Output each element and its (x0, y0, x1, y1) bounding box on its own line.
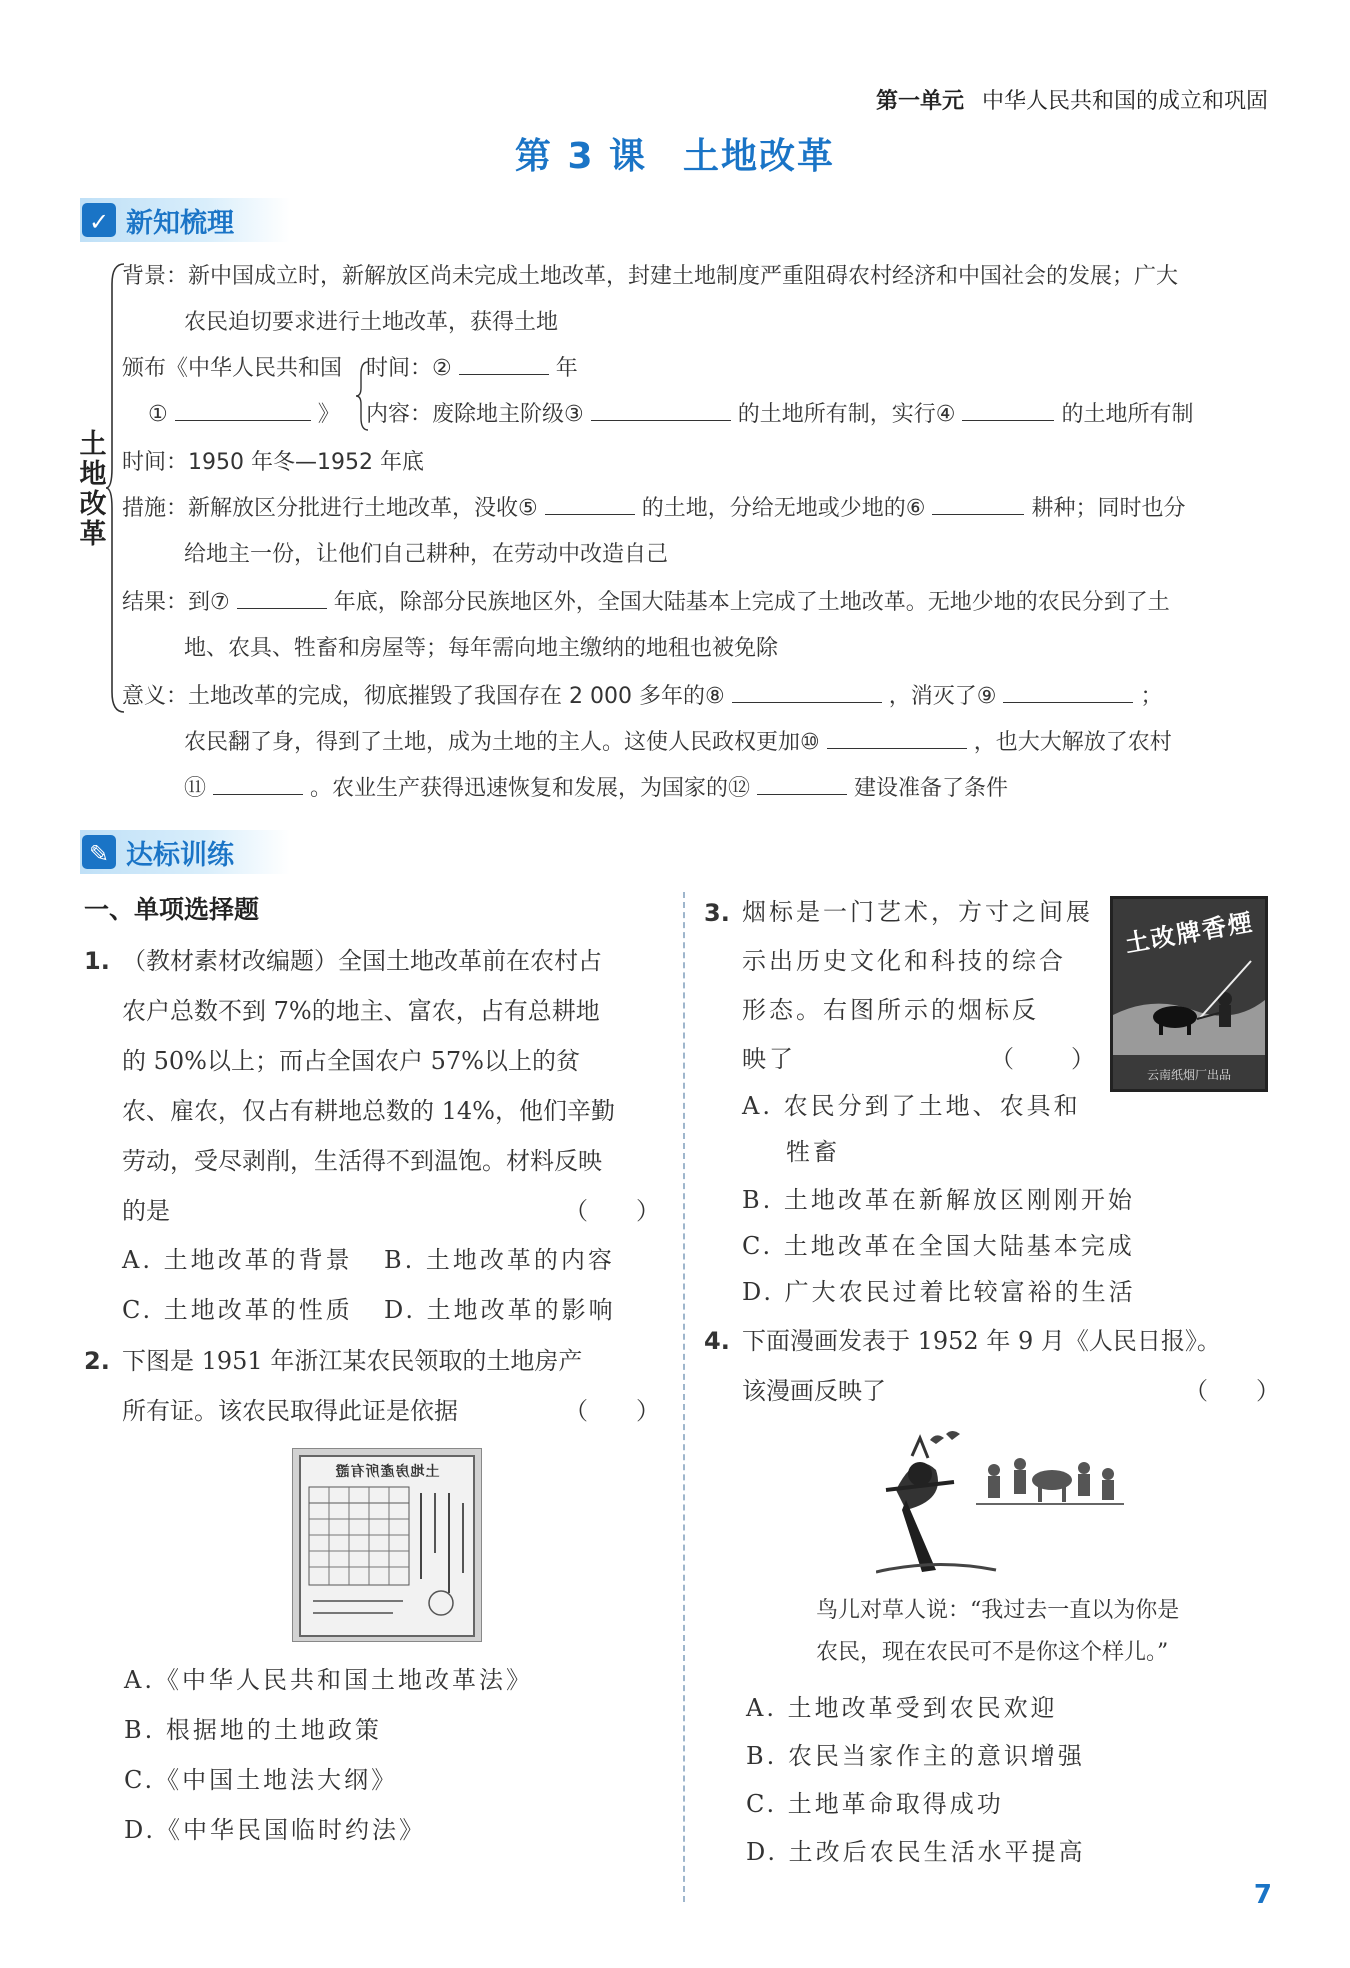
kn-result-row (122, 580, 1170, 626)
part-heading: 一、单项选择题 (84, 895, 260, 924)
question-1 (84, 936, 660, 1236)
kn-measure-1b: 的土地，分给无地或少地的⑥ (641, 496, 926, 521)
certificate-grid-icon (303, 1483, 475, 1633)
blank-1[interactable] (175, 398, 311, 421)
blank-2[interactable] (459, 352, 549, 375)
q1-line: 劳动，受尽剥削，生活得不到温饱。材料反映 (122, 1147, 602, 1175)
kn-meaning-row1 (122, 674, 1162, 720)
q1-answer-paren[interactable]: （ ） (564, 1197, 660, 1225)
kn-law-content: 内容：废除地主阶级③ (366, 402, 584, 427)
caption-line-2: 农民，现在农民可不是你这个样儿。” (816, 1640, 1169, 1665)
kn-meaning-row3 (184, 766, 1008, 812)
kn-law-time-row (366, 346, 578, 392)
q1-option-c[interactable]: C. 土地改革的性质 (122, 1296, 353, 1324)
q2-option-a[interactable]: A.《中华人民共和国土地改革法》 (124, 1666, 533, 1694)
label-title: 土改牌香煙 (1122, 906, 1256, 959)
blank-7[interactable] (237, 586, 327, 609)
section-training-label: 达标训练 (126, 839, 234, 871)
q4-option-c[interactable]: C. 土地革命取得成功 (746, 1790, 1004, 1818)
pencil-check-icon: ✎ (82, 835, 116, 869)
kn-measure-2: 给地主一份，让他们自己耕种，在劳动中改造自己 (184, 542, 669, 567)
kn-result-1: 结果：到⑦ (122, 590, 230, 615)
lesson-name: 土地改革 (683, 136, 836, 177)
blank-6[interactable] (932, 492, 1024, 515)
q1-option-b[interactable]: B. 土地改革的内容 (384, 1246, 615, 1274)
q1-option-d[interactable]: D. 土地改革的影响 (384, 1296, 616, 1324)
kn-measure-1: 措施：新解放区分批进行土地改革，没收⑤ (122, 496, 538, 521)
q1-line: 农户总数不到 7%的地主、富农，占有总耕地 (122, 997, 600, 1025)
kn-meaning-3b: 。农业生产获得迅速恢复和发展，为国家的⑫ (310, 776, 751, 801)
q1-line: 的是 (122, 1197, 170, 1225)
side-title: 土地改革 (79, 429, 107, 550)
caption-line-1: 鸟儿对草人说：“我过去一直以为你是 (816, 1598, 1180, 1623)
q3-line: 烟标是一门艺术，方寸之间展 (742, 898, 1093, 926)
kn-measure-1c: 耕种；同时也分 (1031, 496, 1186, 521)
check-icon: ✓ (82, 203, 116, 237)
kn-result-1b: 年底，除部分民族地区外，全国大陆基本上完成了土地改革。无地少地的农民分到了土 (333, 590, 1170, 615)
kn-background-2: 农民迫切要求进行土地改革，获得土地 (184, 310, 559, 335)
q4-number: 4. (704, 1327, 730, 1355)
q1-line: 的 50%以上；而占全国农户 57%以上的贫 (122, 1047, 580, 1075)
kn-meaning-1c: ； (1140, 684, 1163, 709)
cigarette-label-image (1110, 896, 1268, 1092)
q3-answer-paren[interactable]: （ ） (990, 1045, 1098, 1073)
q2-line: 所有证。该农民取得此证是依据 (122, 1397, 458, 1425)
blank-4[interactable] (962, 398, 1054, 421)
unit-label: 第一单元 (875, 89, 964, 114)
section-knowledge-label: 新知梳理 (126, 207, 234, 239)
kn-law-content-mid: 的土地所有制，实行④ (737, 402, 956, 427)
kn-meaning-3c: 建设准备了条件 (854, 776, 1009, 801)
q3-option-a[interactable]: A. 农民分到了土地、农具和 (742, 1092, 1081, 1120)
kn-time: 时间：1950 年冬—1952 年底 (122, 450, 424, 475)
q1-line: 农、雇农，仅占有耕地总数的 14%，他们辛勤 (122, 1097, 615, 1125)
kn-meaning-3: ⑪ (184, 776, 207, 801)
kn-meaning-1b: ，消灭了⑨ (888, 684, 997, 709)
q4-answer-paren[interactable]: （ ） (1184, 1377, 1280, 1405)
q1-option-a[interactable]: A. 土地改革的背景 (122, 1246, 353, 1274)
kn-law-1: 颁布《中华人民共和国 (122, 356, 343, 381)
q4-option-b[interactable]: B. 农民当家作主的意识增强 (746, 1742, 1085, 1770)
kn-law-num1: ① (148, 402, 168, 427)
section-knowledge (80, 198, 290, 242)
q1-number: 1. (84, 947, 110, 975)
q3-line: 映了 (742, 1045, 796, 1073)
certificate-title: 土地房產所有證 (334, 1464, 440, 1480)
blank-9[interactable] (1003, 680, 1133, 703)
kn-law-close: 》 (317, 402, 340, 427)
kn-law-content-row (366, 392, 1193, 438)
q3-line: 示出历史文化和科技的综合 (742, 947, 1066, 975)
blank-12[interactable] (757, 772, 847, 795)
section-training (80, 830, 290, 874)
q1-line: （教材素材改编题）全国土地改革前在农村占 (122, 947, 602, 975)
kn-law-name-row (148, 392, 340, 438)
q4-option-a[interactable]: A. 土地改革受到农民欢迎 (746, 1694, 1058, 1722)
farmer-plowing-icon (1113, 955, 1265, 1055)
kn-law-year: 年 (555, 356, 578, 381)
q4-option-d[interactable]: D. 土改后农民生活水平提高 (746, 1838, 1086, 1866)
q2-number: 2. (84, 1347, 110, 1375)
page-number: 7 (1253, 1880, 1272, 1910)
scarecrow-cartoon-image (876, 1430, 1126, 1580)
kn-background-1: 背景：新中国成立时，新解放区尚未完成土地改革，封建土地制度严重阻碍农村经济和中国社会的发展；广大 (122, 264, 1179, 289)
q4-line: 下面漫画发表于 1952 年 9 月《人民日报》。 (742, 1327, 1221, 1355)
kn-law-content-end: 的土地所有制 (1061, 402, 1194, 427)
kn-measure-row (122, 486, 1185, 532)
column-divider (683, 892, 685, 1902)
q3-option-c[interactable]: C. 土地改革在全国大陆基本完成 (742, 1232, 1135, 1260)
q3-line: 形态。右图所示的烟标反 (742, 996, 1039, 1024)
blank-5[interactable] (545, 492, 635, 515)
unit-header (876, 84, 1268, 115)
question-4 (704, 1316, 1280, 1416)
q2-option-b[interactable]: B. 根据地的土地政策 (124, 1716, 382, 1744)
kn-meaning-row2 (184, 720, 1172, 766)
cartoon-caption (816, 1590, 1179, 1674)
q2-option-c[interactable]: C.《中国土地法大纲》 (124, 1766, 399, 1794)
kn-meaning-2: 农民翻了身，得到了土地，成为土地的主人。这使人民政权更加⑩ (184, 730, 820, 755)
blank-3[interactable] (591, 398, 731, 421)
blank-10[interactable] (827, 726, 967, 749)
q3-option-d[interactable]: D. 广大农民过着比较富裕的生活 (742, 1278, 1136, 1306)
question-2 (84, 1336, 660, 1436)
blank-11[interactable] (213, 772, 303, 795)
q2-answer-paren[interactable]: （ ） (564, 1397, 660, 1425)
kn-meaning-2b: ，也大大解放了农村 (973, 730, 1172, 755)
kn-law-time: 时间：② (366, 356, 452, 381)
label-bottom-text: 云南纸烟厂出品 (1146, 1068, 1231, 1082)
kn-result-2: 地、农具、牲畜和房屋等；每年需向地主缴纳的地租也被免除 (184, 636, 779, 661)
lesson-number: 第 3 课 (514, 136, 648, 177)
kn-meaning-1: 意义：土地改革的完成，彻底摧毁了我国存在 2 000 多年的⑧ (122, 684, 725, 709)
q3-option-b[interactable]: B. 土地改革在新解放区刚刚开始 (742, 1186, 1135, 1214)
q3-option-a-cont: 牲畜 (786, 1138, 840, 1166)
lesson-title (0, 128, 1350, 179)
kn-law (122, 346, 342, 392)
q3-number: 3. (704, 899, 730, 927)
q2-option-d[interactable]: D.《中华民国临时约法》 (124, 1816, 427, 1844)
question-3 (704, 888, 1104, 1084)
unit-title: 中华人民共和国的成立和巩固 (981, 89, 1268, 114)
q4-line: 该漫画反映了 (742, 1377, 886, 1405)
land-certificate-image (292, 1448, 482, 1642)
blank-8[interactable] (732, 680, 882, 703)
q2-line: 下图是 1951 年浙江某农民领取的土地房产 (122, 1347, 583, 1375)
